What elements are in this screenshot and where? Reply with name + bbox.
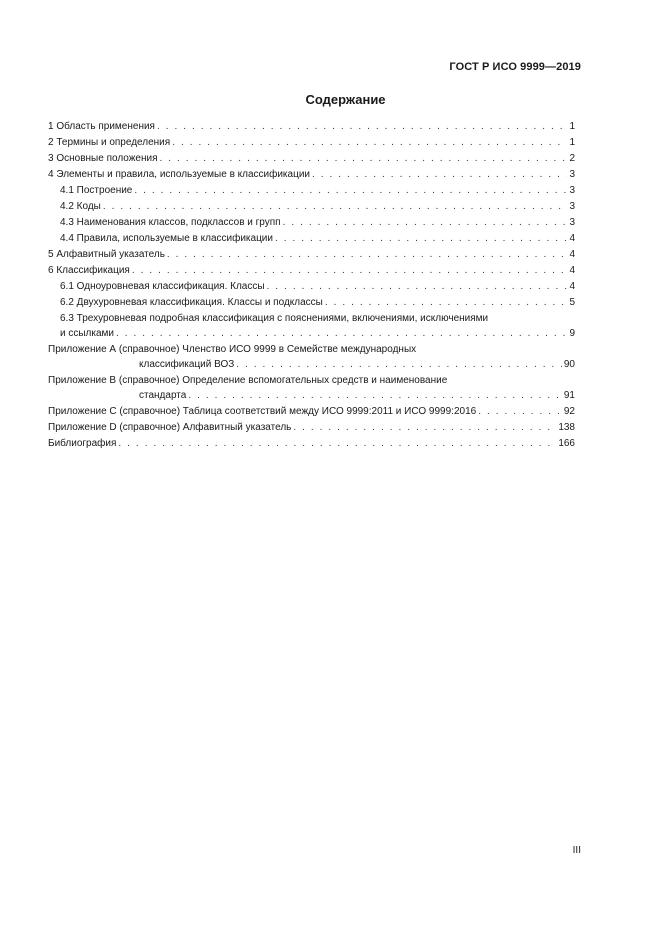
toc-label-continued: классификаций ВОЗ: [139, 359, 235, 370]
toc-label: 6.1 Одноуровневая классификация. Классы: [60, 281, 265, 292]
table-of-contents: [48, 119, 575, 452]
toc-label: Библиография: [48, 438, 117, 449]
toc-label: 4.3 Наименования классов, подклассов и групп: [60, 217, 281, 228]
toc-entry[interactable]: [48, 119, 575, 135]
leader-dots: [275, 231, 567, 247]
toc-page: 2: [569, 153, 575, 164]
toc-label: Приложение В (справочное) Определение вспомогательных средств и наименование: [48, 375, 448, 386]
leader-dots: [134, 183, 567, 199]
toc-page: 1: [569, 137, 575, 148]
leader-dots: [478, 404, 562, 420]
toc-page: 1: [569, 121, 575, 132]
toc-entry[interactable]: [48, 231, 575, 247]
leader-dots: [293, 420, 556, 436]
toc-page: 91: [563, 390, 575, 401]
toc-page: 166: [558, 438, 575, 449]
toc-label: Приложение А (справочное) Членство ИСО 9999 в Семействе международных: [48, 344, 417, 355]
leader-dots: [325, 295, 568, 311]
toc-entry[interactable]: [48, 404, 575, 420]
toc-entry[interactable]: [48, 420, 575, 436]
toc-entry[interactable]: [48, 342, 575, 373]
page-title: Содержание: [305, 92, 386, 107]
toc-entry[interactable]: [48, 183, 575, 199]
toc-page: 3: [569, 201, 575, 212]
toc-page: 4: [569, 265, 575, 276]
toc-entry[interactable]: [48, 373, 575, 404]
leader-dots: [116, 326, 567, 342]
toc-page: 138: [558, 422, 575, 433]
toc-page: 3: [569, 185, 575, 196]
toc-page: 5: [569, 297, 575, 308]
leader-dots: [267, 279, 568, 295]
leader-dots: [103, 199, 568, 215]
toc-label: 5 Алфавитный указатель: [48, 249, 165, 260]
toc-label-continued: и ссылками: [60, 328, 115, 339]
toc-label-continued: стандарта: [139, 390, 187, 401]
toc-entry[interactable]: [48, 199, 575, 215]
toc-entry[interactable]: [48, 263, 575, 279]
toc-label: 3 Основные положения: [48, 153, 158, 164]
toc-label: 4.2 Коды: [60, 201, 101, 212]
toc-page: 92: [563, 406, 575, 417]
toc-page: 3: [569, 169, 575, 180]
toc-page: 90: [563, 359, 575, 370]
leader-dots: [160, 151, 568, 167]
page-number: III: [572, 845, 581, 856]
toc-entry[interactable]: [48, 295, 575, 311]
leader-dots: [132, 263, 568, 279]
toc-entry[interactable]: [48, 215, 575, 231]
toc-label: 2 Термины и определения: [48, 137, 171, 148]
toc-label: Приложение D (справочное) Алфавитный указатель: [48, 422, 292, 433]
toc-page: 3: [569, 217, 575, 228]
toc-label: 6 Классификация: [48, 265, 130, 276]
toc-label: 6.3 Трехуровневая подробная классификация с пояснениями, включениями, исключениями: [60, 313, 489, 324]
standard-designation: ГОСТ Р ИСО 9999—2019: [449, 61, 581, 73]
toc-label: 6.2 Двухуровневая классификация. Классы и подклассы: [60, 297, 323, 308]
toc-entry[interactable]: [48, 311, 575, 342]
toc-label: 4 Элементы и правила, используемые в классификации: [48, 169, 310, 180]
toc-entry[interactable]: [48, 151, 575, 167]
leader-dots: [283, 215, 568, 231]
toc-page: 4: [569, 249, 575, 260]
toc-label: 4.1 Построение: [60, 185, 133, 196]
leader-dots: [188, 388, 562, 404]
toc-entry[interactable]: [48, 436, 575, 452]
leader-dots: [167, 247, 568, 263]
leader-dots: [236, 357, 562, 373]
toc-page: 4: [569, 281, 575, 292]
leader-dots: [118, 436, 556, 452]
toc-label: 4.4 Правила, используемые в классификации: [60, 233, 273, 244]
leader-dots: [157, 119, 567, 135]
leader-dots: [172, 135, 567, 151]
toc-label: 1 Область применения: [48, 121, 155, 132]
toc-page: 9: [569, 328, 575, 339]
toc-entry[interactable]: [48, 167, 575, 183]
toc-entry[interactable]: [48, 135, 575, 151]
toc-label: Приложение С (справочное) Таблица соответствий между ИСО 9999:2011 и ИСО 9999:2016: [48, 406, 477, 417]
leader-dots: [312, 167, 567, 183]
toc-entry[interactable]: [48, 247, 575, 263]
toc-page: 4: [569, 233, 575, 244]
toc-entry[interactable]: [48, 279, 575, 295]
